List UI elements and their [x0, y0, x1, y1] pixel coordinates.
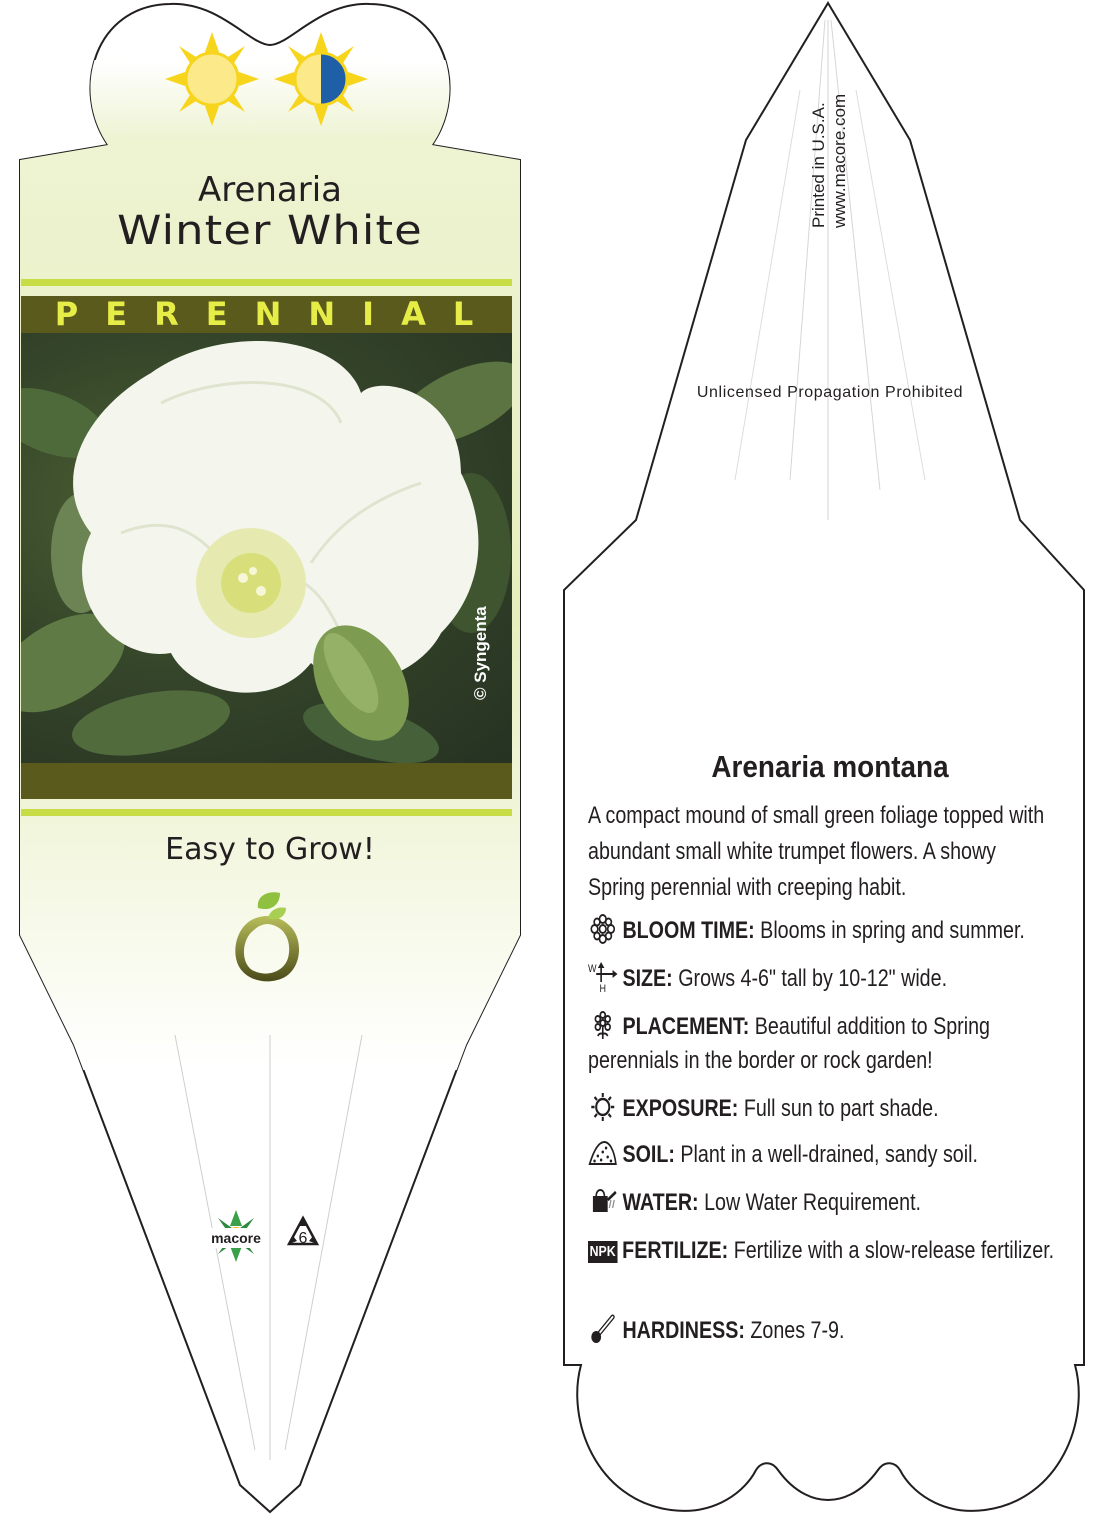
care-text: Blooms in spring and summer. [760, 917, 1025, 944]
plant-genus: Arenaria [197, 170, 343, 210]
sun-outline-icon [588, 1092, 618, 1122]
tagline: Easy to Grow! [165, 832, 375, 867]
care-placement [588, 1010, 1055, 1078]
care-exposure [588, 1092, 1055, 1126]
plant-type: PERENNIAL [54, 295, 501, 333]
botanical-name: Arenaria montana [711, 749, 949, 784]
care-text: Grows 4-6" tall by 10-12" wide. [678, 965, 948, 992]
care-label: SOIL: [622, 1141, 675, 1168]
care-label: FERTILIZE: [622, 1237, 729, 1264]
care-bloom-time [588, 914, 1055, 948]
print-info [808, 28, 852, 228]
propagation-notice: Unlicensed Propagation Prohibited [696, 384, 964, 401]
care-text: Fertilize with a slow-release fertilizer. [733, 1237, 1055, 1264]
care-text: Full sun to part shade. [743, 1095, 939, 1122]
photo-credit: © Syngenta [471, 606, 490, 700]
size-arrows-icon [588, 962, 618, 995]
care-soil [588, 1138, 1055, 1172]
recycle-code: 6 [298, 1230, 308, 1247]
care-label: WATER: [622, 1189, 699, 1216]
care-text: Beautiful addition to Spring perennials in the border or rock garden! [588, 1013, 990, 1074]
care-size [588, 962, 1055, 996]
care-label: HARDINESS: [622, 1317, 745, 1344]
npk-icon: NPK [588, 1241, 617, 1263]
height-letter: H [599, 983, 607, 995]
care-hardiness [588, 1314, 1055, 1348]
flower-icon [588, 914, 618, 944]
watering-can-icon [588, 1186, 618, 1216]
care-text: Zones 7-9. [750, 1317, 845, 1344]
placement-flower-icon [588, 1010, 618, 1040]
care-text: Low Water Requirement. [704, 1189, 922, 1216]
care-water [588, 1186, 1055, 1220]
care-fertilize [588, 1234, 1055, 1268]
care-label: EXPOSURE: [622, 1095, 739, 1122]
care-label: BLOOM TIME: [622, 917, 755, 944]
printed-in: Printed in U.S.A. [809, 102, 828, 228]
description: A compact mound of small green foliage topped with abundant small white trumpet flowers. A showy Spring perennial with creeping habit. [588, 802, 1045, 901]
plant-cultivar: Winter White [117, 208, 423, 254]
website: www.macore.com [830, 93, 849, 228]
thermometer-icon [588, 1314, 618, 1344]
care-label: PLACEMENT: [622, 1013, 750, 1040]
care-text: Plant in a well-drained, sandy soil. [680, 1141, 978, 1168]
soil-icon [588, 1138, 618, 1168]
care-label: SIZE: [622, 965, 673, 992]
brand-name: macore [204, 1228, 268, 1248]
width-letter: W [588, 963, 597, 975]
